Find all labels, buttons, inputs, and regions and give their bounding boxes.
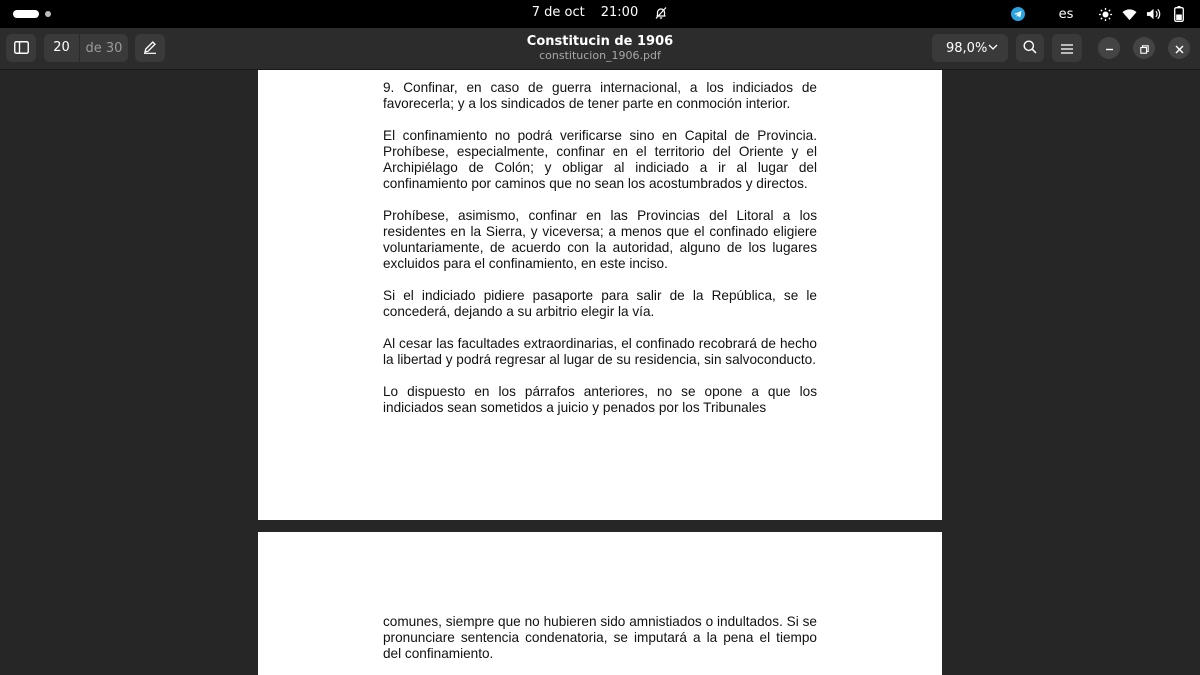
page-text [383, 80, 817, 432]
page-text [383, 614, 817, 675]
chevron-down-icon [988, 44, 998, 51]
document-viewer-headerbar [0, 28, 1200, 70]
page-selector[interactable] [44, 34, 128, 62]
system-top-bar [0, 0, 1200, 28]
document-filename: constitucion_1906.pdf [539, 49, 661, 62]
paragraph: Prohíbese, asimismo, confinar en las Provincias del Litoral a los residentes en la Sierra, y viceversa; a menos que el confinado eligiere voluntariamente, de acuerdo con la autoridad, alguno de los lugares excluidos para el confinamiento, en este inciso. [383, 208, 817, 271]
language-indicator[interactable]: es [1058, 6, 1074, 22]
paragraph: 9. Confinar, en caso de guerra internacional, a los indiciados de favorecerla; y a los sindicados de tener parte en conmoción interior. [383, 80, 817, 111]
paragraph: Lo dispuesto en los párrafos anteriores, no se opone a que los indiciados sean sometidos a juicio y penados por los Tribunales [383, 384, 817, 415]
main-menu-button[interactable] [1052, 34, 1082, 62]
clock-button[interactable] [532, 5, 668, 20]
telegram-icon[interactable] [1010, 6, 1026, 22]
search-button[interactable] [1016, 34, 1044, 62]
zoom-level: 98,0% [946, 40, 988, 56]
paragraph: Si el indiciado pidiere pasaporte para salir de la República, se le concederá, dejando a su arbitrio elegir la vía. [383, 288, 817, 319]
total-pages-label: de 30 [85, 40, 123, 56]
document-view[interactable] [0, 70, 1200, 675]
maximize-icon [1140, 39, 1149, 58]
paragraph: El confinamiento no podrá verificarse sino en Capital de Provincia. Prohíbese, especialmente, confinar en el territorio del Oriente y el Archipiélago de Colón; y obligar al indiciado a ir al lugar del confinamiento por caminos que no sean los acostumbrados y directos. [383, 128, 817, 191]
zoom-dropdown[interactable] [932, 34, 1008, 62]
menu-icon [1061, 39, 1073, 58]
document-title: Constitucin de 1906 [526, 34, 674, 49]
active-workspace-pill[interactable] [13, 10, 39, 18]
minimize-icon [1105, 39, 1114, 58]
current-page-input[interactable]: 20 [44, 34, 80, 62]
close-icon [1175, 39, 1184, 58]
sidebar-toggle-icon [14, 39, 29, 58]
annotate-icon [143, 39, 157, 58]
pdf-page-21[interactable] [258, 532, 942, 675]
volume-icon[interactable] [1145, 6, 1161, 22]
brightness-icon[interactable] [1097, 6, 1113, 22]
notifications-off-icon [654, 6, 668, 20]
clock-time: 21:00 [600, 5, 639, 20]
workspace-dot[interactable] [45, 11, 51, 17]
clock-date: 7 de oct [531, 5, 585, 20]
wifi-icon[interactable] [1121, 6, 1137, 22]
minimize-button[interactable] [1098, 37, 1120, 59]
search-icon [1023, 39, 1037, 58]
close-button[interactable] [1168, 37, 1190, 59]
annotate-button[interactable] [135, 34, 165, 62]
sidebar-toggle-button[interactable] [6, 34, 36, 62]
paragraph: Al cesar las facultades extraordinarias, el confinado recobrará de hecho la libertad y podrá regresar al lugar de su residencia, sin salvoconducto. [383, 336, 817, 367]
battery-icon[interactable] [1172, 6, 1186, 22]
pdf-page-20[interactable] [258, 70, 942, 520]
workspace-indicator[interactable] [13, 10, 51, 18]
window-title [400, 34, 800, 63]
paragraph: comunes, siempre que no hubieren sido amnistiados o indultados. Si se pronunciare sentencia condenatoria, se imputará a la pena el tiempo del confinamiento. [383, 614, 817, 661]
maximize-button[interactable] [1133, 37, 1155, 59]
